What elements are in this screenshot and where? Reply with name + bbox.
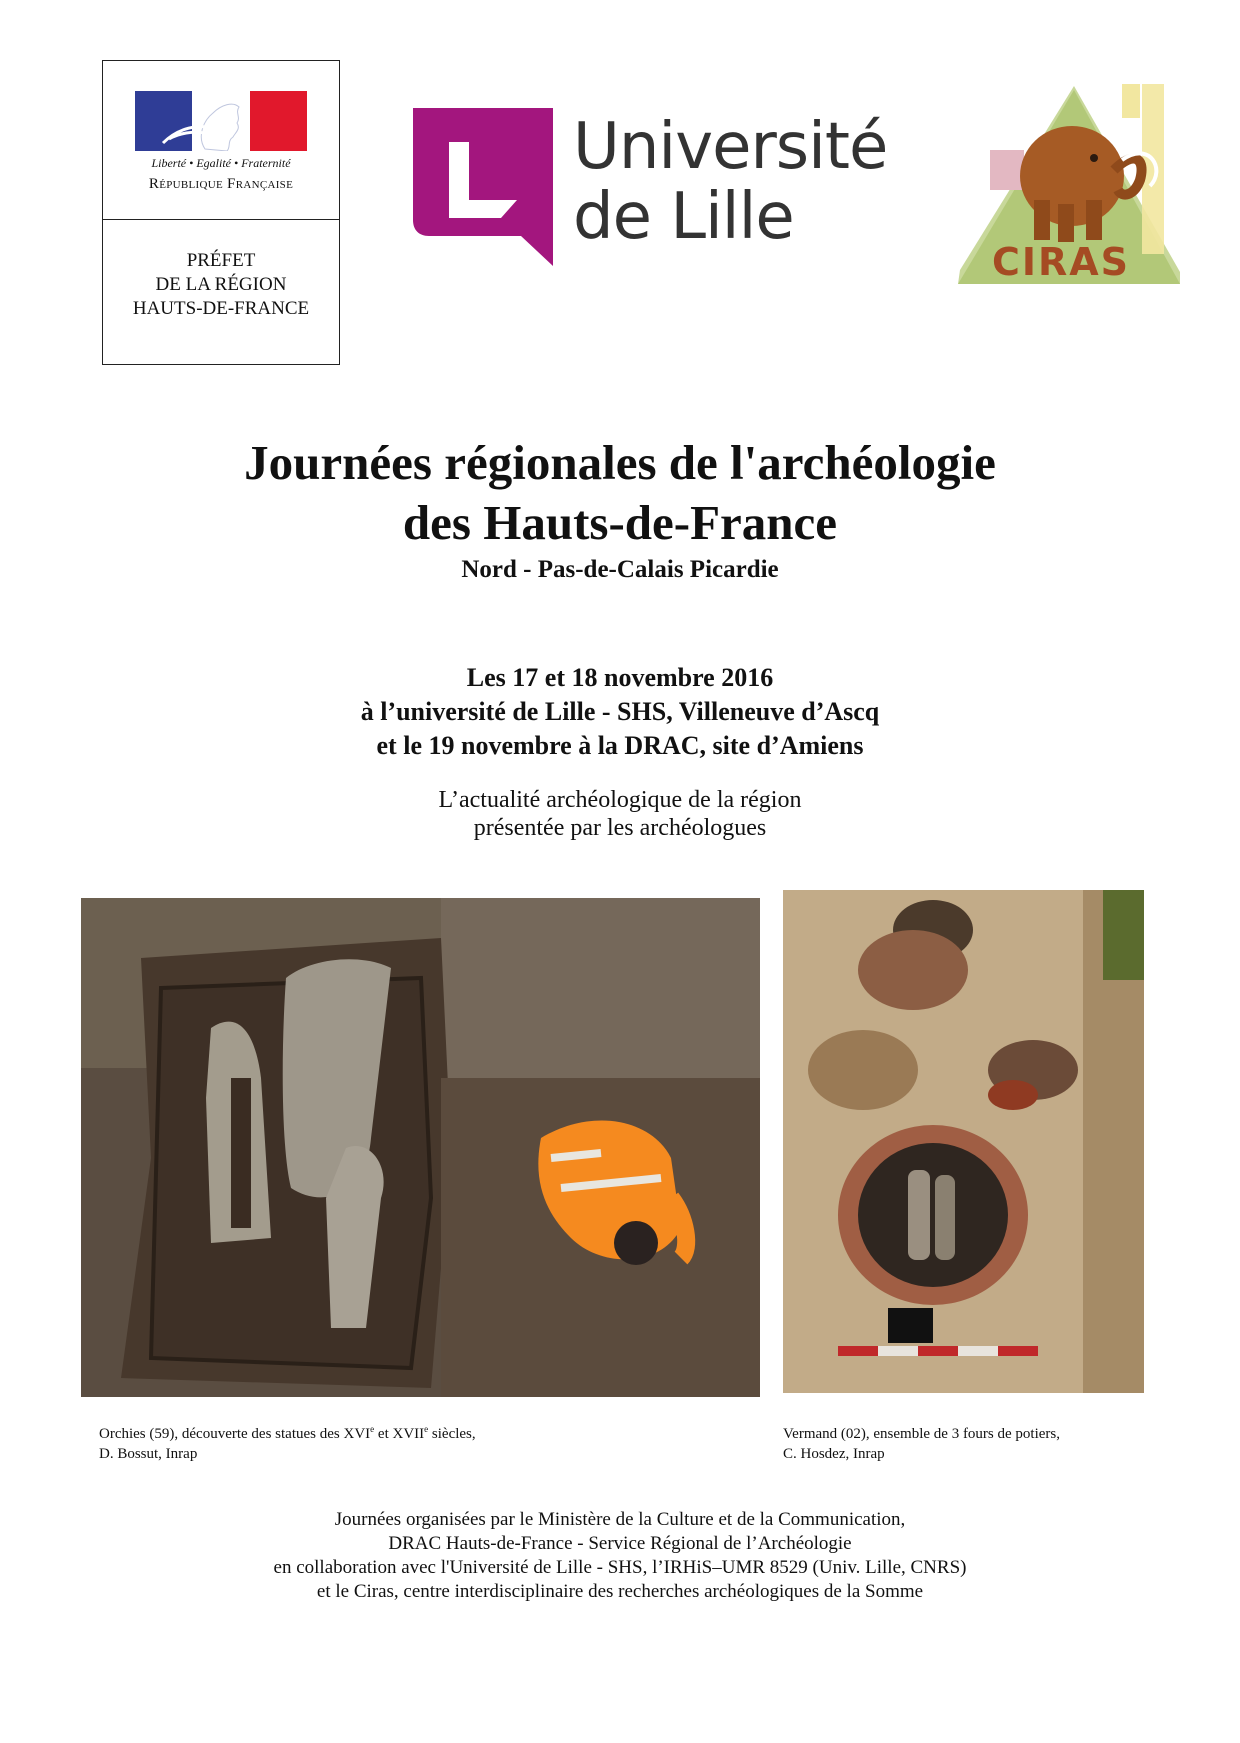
republic-motto: Liberté • Egalité • Fraternité [151,156,291,170]
caption-line: Vermand (02), ensemble de 3 fours de potiers, [783,1426,1061,1442]
orchies-photo-caption [99,1424,476,1464]
caption-text: siècles, [428,1426,476,1442]
prefet-line: PRÉFET [186,250,256,271]
organizers-footer [0,1508,1240,1604]
lille-wordmark-line: de Lille [573,180,794,254]
title-line: des Hauts-de-France [402,495,838,550]
footer-line: et le Ciras, centre interdisciplinaire des recherches archéologiques de la Somme [316,1581,924,1602]
tagline [0,786,1240,842]
ciras-wordmark: CIRAS [991,240,1131,284]
prefet-line: DE LA RÉGION [155,274,287,295]
lille-wordmark-line: Université [573,110,888,184]
universite-de-lille-logo [413,100,893,270]
vermand-kilns-photo [783,890,1144,1393]
footer-line: en collaboration avec l'Université de Lille - SHS, l’IRHiS–UMR 8529 (Univ. Lille, CNRS) [273,1557,967,1578]
republique-francaise-block [103,61,339,220]
prefet-logo [102,60,340,365]
caption-superscript: e [370,1424,375,1434]
caption-text: Orchies (59), découverte des statues des XVI [99,1426,371,1442]
caption-credit: C. Hosdez, Inrap [783,1446,885,1462]
page-subtitle: Nord - Pas-de-Calais Picardie [461,556,779,583]
marianne-flag-icon [135,91,307,151]
page-title [0,433,1240,553]
footer-line: DRAC Hauts-de-France - Service Régional de l’Archéologie [388,1533,852,1554]
event-dates: Les 17 et 18 novembre 2016 [466,663,774,692]
title-line: Journées régionales de l'archéologie [244,435,996,490]
orchies-excavation-photo [81,898,760,1397]
caption-text: et XVII [374,1426,425,1442]
tagline-line: présentée par les archéologues [473,815,767,841]
lille-l-mark-icon [413,108,553,266]
tagline-line: L’actualité archéologique de la région [438,787,802,813]
ciras-logo [954,80,1184,290]
republic-name: République Française [148,176,294,192]
caption-line [99,1424,476,1444]
caption-credit: D. Bossut, Inrap [99,1446,198,1462]
prefet-title [103,249,339,321]
prefet-line: HAUTS-DE-FRANCE [132,298,310,319]
footer-line: Journées organisées par le Ministère de la Culture et de la Communication, [334,1509,906,1530]
event-venue-amiens: et le 19 novembre à la DRAC, site d’Amiens [376,731,864,760]
lille-wordmark [573,112,887,252]
event-details [0,661,1240,763]
vermand-photo-caption [783,1424,1060,1464]
event-venue-lille: à l’université de Lille - SHS, Villeneuve d’Ascq [360,697,880,726]
caption-superscript: e [424,1424,429,1434]
